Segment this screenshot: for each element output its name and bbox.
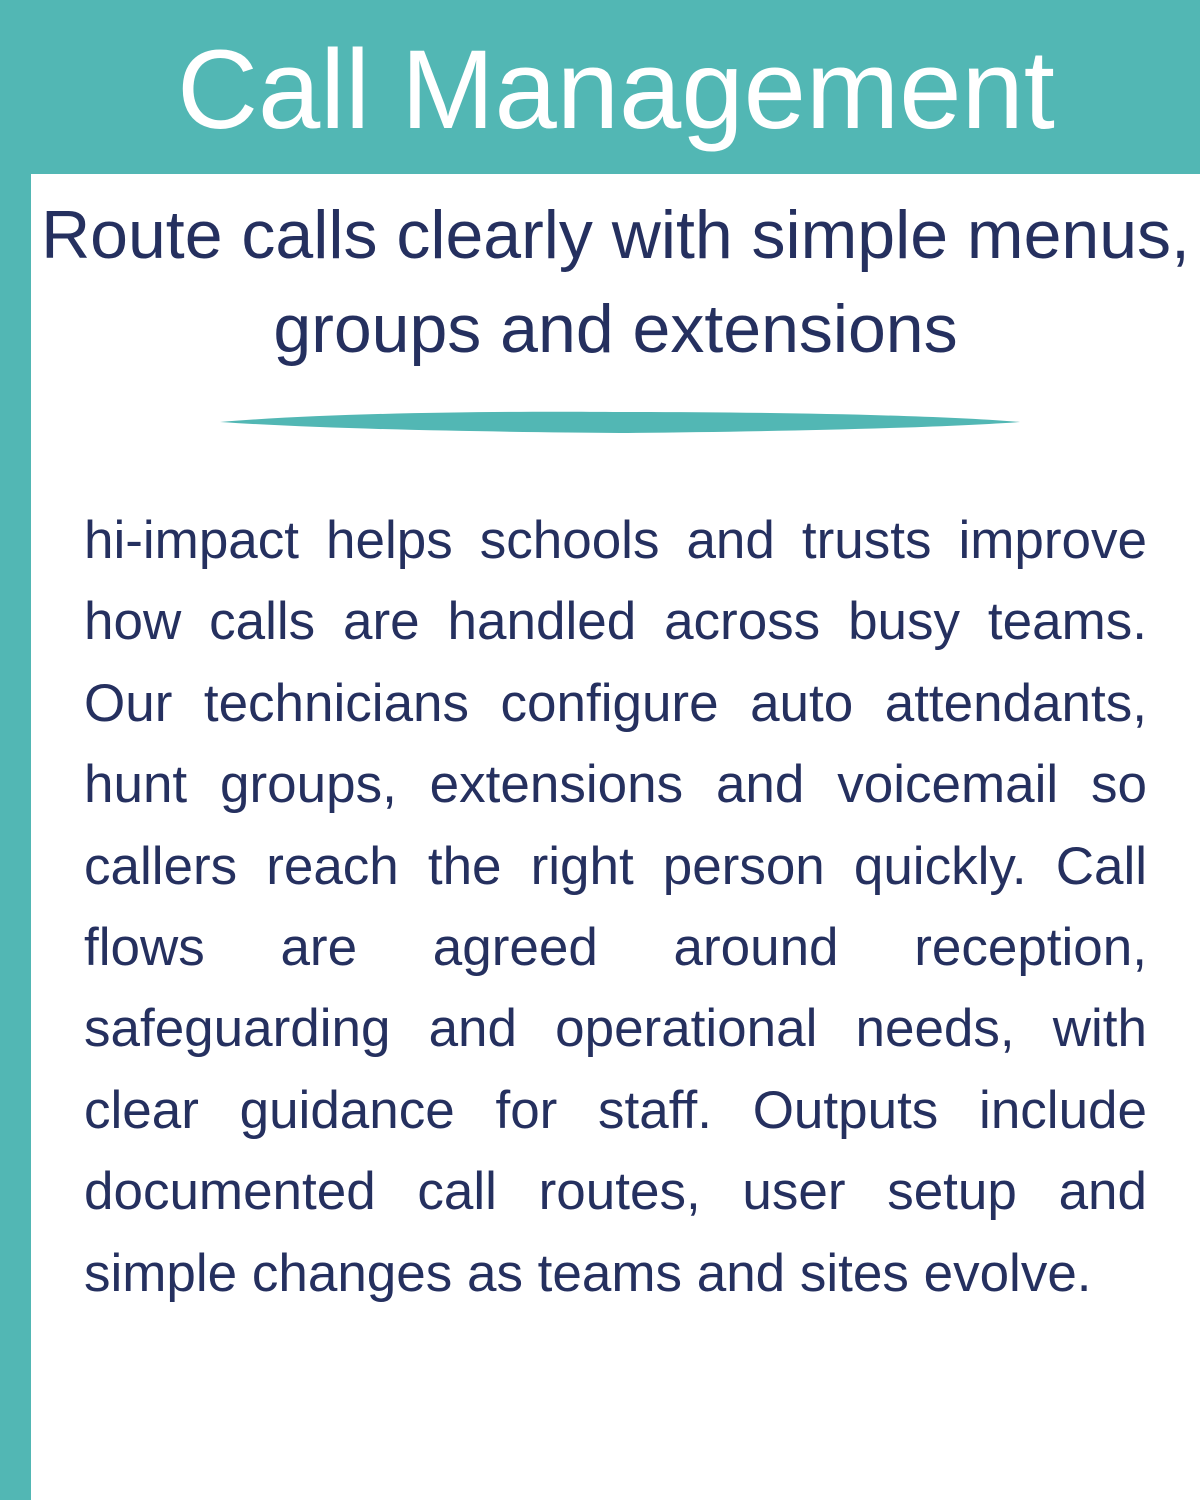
left-accent-bar bbox=[0, 0, 31, 1500]
page-subtitle: Route calls clearly with simple menus, groups and extensions bbox=[41, 197, 1190, 367]
page-title: Call Management bbox=[177, 27, 1055, 152]
brush-divider bbox=[220, 408, 1020, 436]
body-paragraph: hi-impact helps schools and trusts improve how calls are handled across busy teams. Our technicians configure auto attendants, hunt groups, extensions and voicemail so callers reach the right person quickly. Call flows are agreed around reception, safeguarding and operational needs, with clear guidance for staff. Outputs include documented call routes, user setup and simple changes as teams and sites evolve. bbox=[84, 511, 1147, 1303]
